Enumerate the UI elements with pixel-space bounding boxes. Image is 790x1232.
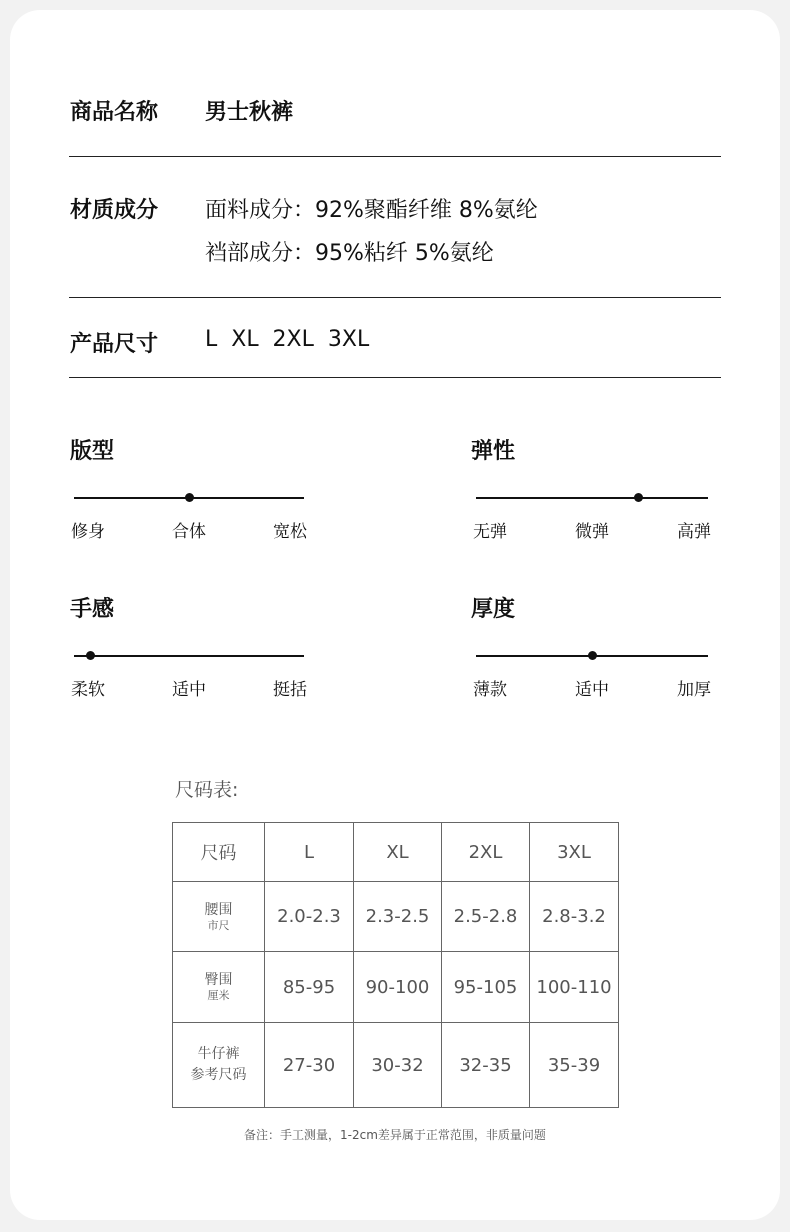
scale-option: 加厚: [677, 680, 711, 700]
scale-option: 无弹: [473, 522, 507, 542]
header-cell: 尺码: [173, 823, 265, 882]
row-name: 牛仔裤: [197, 1046, 240, 1062]
scale-marker: [588, 651, 597, 660]
table-cell: 85-95: [265, 952, 354, 1023]
table-cell: 35-39: [530, 1023, 619, 1108]
table-cell: 2.0-2.3: [265, 882, 354, 952]
table-cell: 2.5-2.8: [442, 882, 530, 952]
row-header: [173, 952, 265, 1023]
scale-marker: [634, 493, 643, 502]
header-cell: 2XL: [442, 823, 530, 882]
row-header: [173, 882, 265, 952]
table-cell: 2.3-2.5: [354, 882, 442, 952]
header-cell: L: [265, 823, 354, 882]
row-unit: 参考尺码: [190, 1067, 247, 1083]
header-cell: XL: [354, 823, 442, 882]
size-chart-table: [172, 822, 619, 1108]
attribute-title: 手感: [70, 597, 115, 622]
attribute-scale: [473, 655, 711, 700]
table-cell: 32-35: [442, 1023, 530, 1108]
scale-option: 合体: [172, 522, 206, 542]
table-cell: 30-32: [354, 1023, 442, 1108]
scale-option: 修身: [71, 522, 105, 542]
divider: [69, 297, 721, 298]
table-row: [173, 952, 619, 1023]
divider: [69, 377, 721, 378]
divider: [69, 156, 721, 157]
scale-option: 柔软: [71, 680, 105, 700]
table-cell: 100-110: [530, 952, 619, 1023]
material-line-crotch: 裆部成分：95%粘纤 5%氨纶: [205, 241, 494, 266]
table-row: [173, 1023, 619, 1108]
attribute-title: 厚度: [471, 597, 516, 622]
attribute-title: 弹性: [471, 439, 516, 464]
row-name: 腰围: [204, 901, 233, 918]
scale-option: 宽松: [273, 522, 307, 542]
table-cell: 95-105: [442, 952, 530, 1023]
scale-option: 微弹: [575, 522, 609, 542]
product-name-value: 男士秋裤: [205, 100, 294, 125]
size-chart-caption: 尺码表:: [175, 779, 239, 801]
scale-marker: [185, 493, 194, 502]
sizes-label: 产品尺寸: [70, 332, 159, 357]
table-row: [173, 882, 619, 952]
scale-option: 高弹: [677, 522, 711, 542]
table-cell: 90-100: [354, 952, 442, 1023]
material-label: 材质成分: [70, 198, 159, 223]
attribute-scale: [71, 655, 307, 700]
row-unit: 厘米: [207, 989, 230, 1002]
scale-marker: [86, 651, 95, 660]
scale-option: 适中: [172, 680, 206, 700]
row-unit: 市尺: [207, 918, 230, 932]
product-name-label: 商品名称: [70, 100, 159, 125]
table-header-row: [173, 823, 619, 882]
table-cell: 2.8-3.2: [530, 882, 619, 952]
attribute-scale: [71, 497, 307, 542]
attribute-scale: [473, 497, 711, 542]
scale-option: 挺括: [273, 680, 307, 700]
table-cell: 27-30: [265, 1023, 354, 1108]
row-header: [173, 1023, 265, 1108]
size-chart-note: 备注：手工测量，1-2cm差异属于正常范围，非质量问题: [244, 1128, 546, 1142]
attribute-title: 版型: [70, 439, 115, 464]
header-cell: 3XL: [530, 823, 619, 882]
material-line-fabric: 面料成分：92%聚酯纤维 8%氨纶: [205, 198, 538, 223]
row-name: 臀围: [204, 972, 233, 988]
scale-option: 薄款: [473, 680, 507, 700]
sizes-value: L XL 2XL 3XL: [205, 327, 370, 352]
scale-option: 适中: [575, 680, 609, 700]
